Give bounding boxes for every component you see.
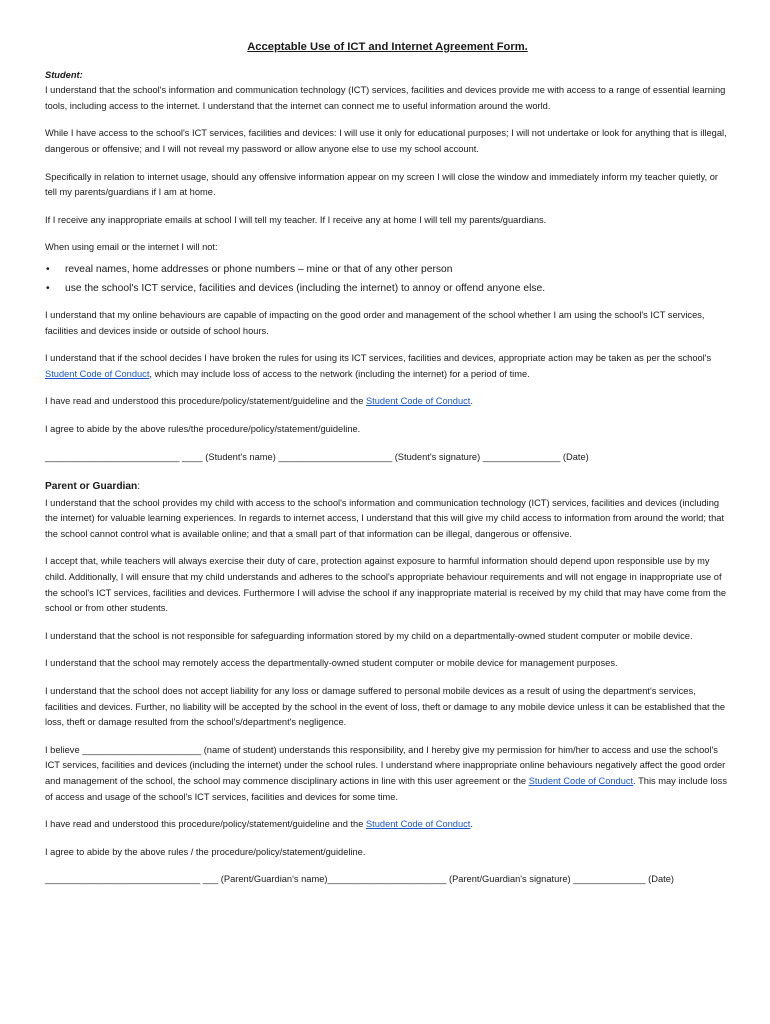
- parent-heading: [45, 479, 730, 495]
- parent-section: [45, 479, 730, 888]
- student-heading: [45, 68, 730, 84]
- list-item: [45, 260, 730, 279]
- parent-code-of-conduct-link[interactable]: Student Code of Conduct: [365, 819, 471, 830]
- list-item: [45, 279, 730, 298]
- parent-signature-line: ______________________________ ___ (Parent/Guardian's name)_______________________ (Parent/Guardian's signature) ______________ (Date): [45, 874, 675, 885]
- student-rules-list: [45, 260, 730, 298]
- parent-paragraph-3: I understand that the school is not responsible for safeguarding information stored by my child on a departmentally-owned student computer or mobile device.: [45, 630, 693, 641]
- parent-heading-colon: :: [137, 481, 141, 493]
- student-section: [45, 68, 730, 466]
- parent-paragraph-6-text: I believe _______________________ (name of student) understands this responsibility, and I hereby give my permission for him/her to access and use the school's ICT services, facilities and devices (including the internet) under the school rules. I understand where inappropriate online behaviours negatively affect the good order and management of the school, the school may commence disciplinary actions in line with this user agreement or the: [45, 744, 726, 786]
- student-paragraph-9: I agree to abide by the above rules/the procedure/policy/statement/guideline.: [45, 423, 361, 434]
- parent-paragraph-6-tail: . This may include loss of access and usage of the school's ICT services, facilities and devices for some time.: [45, 776, 727, 802]
- student-paragraph-4: If I receive any inappropriate emails at school I will tell my teacher. If I receive any at home I will tell my parents/guardians.: [45, 214, 547, 225]
- student-paragraph-8: [45, 394, 730, 410]
- student-paragraph-8-tail: .: [470, 396, 473, 407]
- student-paragraph-2: While I have access to the school's ICT services, facilities and devices: I will use it only for educational purposes; I will not undertake or look for anything that is illegal, dangerous or offensive; and I will not reveal my password or allow anyone else to use my school account.: [45, 128, 727, 154]
- page-title: Acceptable Use of ICT and Internet Agreement Form.: [247, 41, 528, 53]
- student-paragraph-8-text: I have read and understood this procedure/policy/statement/guideline and the: [45, 396, 366, 407]
- student-code-of-conduct-link[interactable]: Student Code of Conduct: [365, 396, 471, 407]
- parent-paragraph-4: I understand that the school may remotely access the departmentally-owned student computer or mobile device for management purposes.: [45, 658, 618, 669]
- list-item-text: reveal names, home addresses or phone numbers – mine or that of any other person: [65, 263, 453, 275]
- parent-paragraph-7-text: I have read and understood this procedure/policy/statement/guideline and the: [45, 819, 366, 830]
- list-item-text: use the school's ICT service, facilities and devices (including the internet) to annoy or offend anyone else.: [65, 282, 546, 294]
- student-heading-colon: :: [79, 69, 83, 80]
- parent-paragraph-2: I accept that, while teachers will always exercise their duty of care, protection against exposure to harmful information should depend upon responsible use by my child. Additionally, I will ensure that my child understands and adheres to the school's appropriate behaviour requirements and will not engage in inappropriate use of the school's ICT services, facilities and devices. Furthermore I will advise the school if any inappropriate material is received by my child that may have come from the school or from other students.: [45, 556, 727, 614]
- student-paragraph-7: [45, 351, 730, 382]
- parent-paragraph-1: I understand that the school provides my child with access to the school's information and communication technology (ICT) services, facilities and devices (including the internet) for valuable learning experiences. In regards to internet access, I understand that this will give my child access to information from around the world; that the school cannot control what is available online; and that a small part of that information can be illegal, dangerous or offensive.: [45, 497, 725, 539]
- student-paragraph-5: When using email or the internet I will not:: [45, 242, 218, 253]
- student-signature-line: __________________________ ____ (Student's name) ______________________ (Student's signature) _______________ (Date): [45, 451, 589, 462]
- student-paragraph-7-text: I understand that if the school decides I have broken the rules for using its ICT services, facilities and devices, appropriate action may be taken as per the school's: [45, 353, 712, 364]
- student-heading-text: Student: [45, 69, 80, 80]
- parent-paragraph-8: I agree to abide by the above rules / the procedure/policy/statement/guideline.: [45, 846, 366, 857]
- parent-paragraph-7: [45, 817, 730, 833]
- parent-paragraph-7-tail: .: [470, 819, 473, 830]
- bullet-icon: •: [46, 263, 50, 275]
- student-code-of-conduct-link[interactable]: Student Code of Conduct: [45, 368, 150, 379]
- student-paragraph-6: I understand that my online behaviours are capable of impacting on the good order and management of the school whether I am using the school's ICT services, facilities and devices inside or outside of school hours.: [45, 309, 705, 336]
- parent-code-of-conduct-link[interactable]: Student Code of Conduct: [528, 776, 634, 786]
- parent-paragraph-6: [45, 743, 730, 805]
- parent-paragraph-5: I understand that the school does not accept liability for any loss or damage suffered to personal mobile devices as a result of using the department's services, facilities and devices. Further, no liability will be accepted by the school in the event of loss, theft or damage to any mobile device unless it can be established that the loss, theft or damage resulted from the school's/department's negligence.: [45, 686, 726, 728]
- student-paragraph-1: I understand that the school's information and communication technology (ICT) services, facilities and devices provide me with access to a range of essential learning tools, including access to the internet. I understand that the internet can connect me to useful information around the world.: [45, 85, 726, 111]
- agreement-document: [45, 40, 730, 902]
- bullet-icon: •: [46, 282, 50, 294]
- parent-heading-text: Parent or Guardian: [45, 481, 138, 493]
- student-paragraph-3: Specifically in relation to internet usage, should any offensive information appear on my screen I will close the window and immediately inform my teacher quietly, or tell my parents/guardians if I am at home.: [45, 171, 718, 198]
- student-paragraph-7-tail: , which may include loss of access to the network (including the internet) for a period of time.: [149, 368, 530, 379]
